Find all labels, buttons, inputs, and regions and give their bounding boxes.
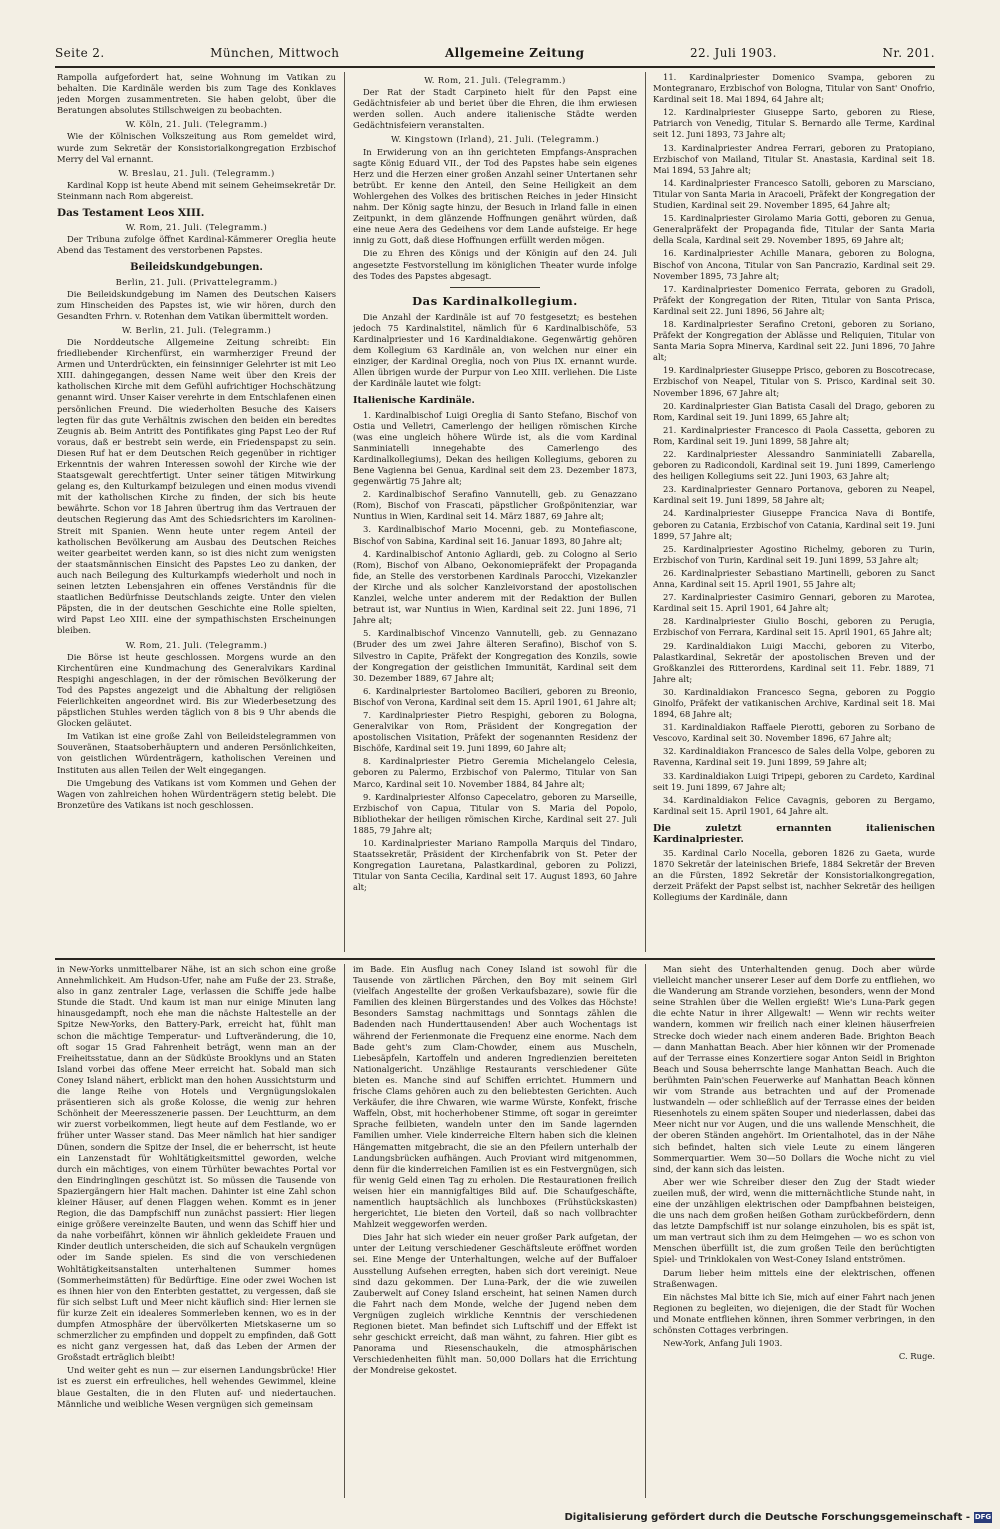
newspaper-page xyxy=(55,40,935,1500)
paragraph: Und weiter geht es nun — zur eisernen Landungsbrücke! Hier ist es zuerst ein erfreuliches, hell wehendes Gewimmel, kleine blaue Gestalten, die in den Fluten auf- und niedertauchen. Männliche und weibliche Wesen vergnügen sich gemeinsam xyxy=(57,1365,336,1409)
cardinal-entry: 1. Kardinalbischof Luigi Oreglia di Santo Stefano, Bischof von Ostia und Velletri, Camerlengo der heiligen römischen Kirche (was eine ungleich höhere Würde ist, als die vom Kardinal Sanminiatelli innegehabte des Camerlengo des Kardinalkollegiums), Dekan des heiligen Kollegiums, geboren zu Bene Vagienna bei Genua, Kardinal seit dem 23. Dezember 1873, gegenwärtig 75 Jahre alt; xyxy=(353,409,637,487)
paragraph: Die Norddeutsche Allgemeine Zeitung schreibt: Ein friedliebender Kirchenfürst, ein warmherziger Freund der Armen und Unterdrückten, ein feinsinniger Gelehrter ist mit Leo XIII. dahingegangen, dessen Name weit über den Kreis der katholischen Kirche mit dem Gefühl aufrichtiger Hochschätzung genannt wird. Unser Kaiser verehrte in dem Entschlafenen einen persönlichen Freund. Die wiederholten Besuche des Kaisers legten für das gute Verhältnis zwischen den beiden ein beredtes Zeugnis ab. Beim Antritt des Pontifikates ging Papst Leo der Ruf voraus, daß er bestrebt sein werde, ein Friedenspapst zu sein. Diesen Ruf hat er dem Deutschen Reich gegenüber in richtiger Erkenntnis der wahren Interessen sowohl der Kirche wie der Staatsgewalt gerechtfertigt. Unter seiner tätigen Mitwirkung gelang es, den Kulturkampf beizulegen und einen modus vivendi mit der katholischen Kirche zu finden, der sich bis heute bewährte. Schon vor 18 Jahren übertrug ihm das Vertrauen der deutschen Regierung das Amt des Schiedsrichters im Karolinen-Streit mit Spanien. Wenn heute unter regem Anteil der katholischen Bevölkerung am Ausbau des Deutschen Reiches weiter gearbeitet werden kann, so ist dies nicht zum wenigsten der staatsmännischen Einsicht des Papstes Leo zu danken, der auch nach Beilegung des Kulturkampfs wiederholt und noch in seinen letzten Lebensjahren ein offenes Verständnis für die staatlichen Bedürfnisse Deutschlands zeigte. Unter den vielen Päpsten, die in der deutschen Geschichte eine Rolle spielten, wird Papst Leo XIII. eine der sympathischsten Erscheinungen bleiben. xyxy=(57,336,336,636)
dateline: W. Kingstown (Irland), 21. Juli. (Telegramm.) xyxy=(390,134,600,145)
cardinal-entry: 18. Kardinalpriester Serafino Cretoni, geboren zu Soriano, Präfekt der Kongregation der Ablässe und Reliquien, Titular von Santa Maria Sopra Minerva, Kardinal seit 22. Juni 1896, 70 Jahre alt; xyxy=(653,318,935,363)
paragraph: Der Tribuna zufolge öffnet Kardinal-Kämmerer Oreglia heute Abend das Testament des verstorbenen Papstes. xyxy=(57,234,336,256)
paragraph: Kardinal Kopp ist heute Abend mit seinem Geheimsekretär Dr. Steinmann nach Rom abgereist. xyxy=(57,179,336,201)
paragraph: Aber wer wie Schreiber dieser den Zug der Stadt wieder zueilen muß, der wird, wenn die mitternächtliche Stunde naht, in eine der unzähligen elektrischen oder Dampfbahnen beisteigen, die uns nach dem großen heißen Gotham zurückbefördern, denn das letzte Dampfschiff ist nur solange einzuholen, bis es spät ist, um man vertraut sich ihm zu dem Heimgehen — wo es schon von Menschen überfüllt ist, die zum großen Teile den berüchtigten Spiel- und Trinklokalen von West-Coney Island entströmen. xyxy=(653,1176,935,1265)
cardinal-entry: 35. Kardinal Carlo Nocella, geboren 1826 zu Gaeta, wurde 1870 Sekretär der lateinischen Briefe, 1884 Sekretär der Breven an die Fürsten, 1892 Sekretär der Konsistorialkongregation, derzeit Präfekt der Papst selbst ist, nachher Sekretär des heiligen Kollegiums der Kardinäle, dann xyxy=(653,848,935,903)
page-header xyxy=(55,40,935,68)
cardinal-entry: 33. Kardinaldiakon Luigi Tripepi, geboren zu Cardeto, Kardinal seit 19. Juni 1899, 67 Jahre alt; xyxy=(653,770,935,792)
paragraph: Der Rat der Stadt Carpineto hielt für den Papst eine Gedächtnisfeier ab und beriet über die Ehren, die ihm erwiesen werden sollen. Auch andere italienische Städte werden Gedächtnisfeiern veranstalten. xyxy=(353,87,637,131)
issue-number: Nr. 201. xyxy=(882,46,935,60)
paragraph: Ein nächstes Mal bitte ich Sie, mich auf einer Fahrt nach jenen Regionen zu begleiten, wo diejenigen, die der Stadt für Wochen und Monate entfliehen können, ihren Sommer verbringen, in den schönsten Cottages verbringen. xyxy=(653,1291,935,1335)
cardinal-entry: 10. Kardinalpriester Mariano Rampolla Marquis del Tindaro, Staatssekretär, Präsident der Kirchenfabrik von St. Peter der Kongregation Lauretana, Palastkardinal, geboren zu Polizzi, Titular von Santa Cecilia, Kardinal seit 17. August 1893, 60 Jahre alt; xyxy=(353,838,637,893)
paragraph: Die Anzahl der Kardinäle ist auf 70 festgesetzt; es bestehen jedoch 75 Kardinalstitel, nämlich für 6 Kardinalbischöfe, 53 Kardinalpriester und 16 Kardinaldiakone. Gegenwärtig gehören dem Kollegium 63 Kardinäle an, von welchen nur einer ein einziger, der Kardinal Oreglia, noch von Pius IX. ernannt wurde. Allen übrigen wurde der Purpur von Leo XIII. verliehen. Die Liste der Kardinäle lautet wie folgt: xyxy=(353,311,637,389)
paragraph: Man sieht des Unterhaltenden genug. Doch aber würde vielleicht mancher unserer Leser auf dem Dorfe zu entfliehen, wo die Wanderung am Strande vorziehen, besonders, wenn der Mond seine Strahlen über die Wellen ergießt! Wie's Luna-Park gegen die echte Natur in ihrer Allgewalt! — Wenn wir rechts weiter wandern, kommen wir freilich nach einer kleinen häuserfreien Strecke doch wieder nach einem anderen Bade. Brighton Beach — dann Manhattan Beach. Aber hier können wir der Promenade auf der Terrasse eines Konzertiere sogar Anton Seidl in Brighton Beach und Sousa beherrschte lange Manhattan Beach. Auch die berühmten Pain'schen Feuerwerke auf Manhattan Beach können wir vom Strande aus betrachten und auf der Promenade lustwandeln — oder schließlich auf der Terrasse eines der beiden Riesenhotels zu einem späten Souper und niederlassen, dabei das Meer nicht nur vor Augen, und die uns wallende Menschheit, die der oberen Ständen angehört. Im Orientalhotel, das in der Nähe sich befindet, halten sich viele Leute zu einem längeren Sommerquartier. Wem 30—50 Dollars die Woche nicht zu viel sind, der kann sich das leisten. xyxy=(653,964,935,1174)
cardinal-entry: 15. Kardinalpriester Girolamo Maria Gotti, geboren zu Genua, Generalpräfekt der Propaganda fide, Titular der Santa Maria della Scala, Kardinal seit 29. November 1895, 69 Jahre alt; xyxy=(653,213,935,246)
paragraph: Im Vatikan ist eine große Zahl von Beileidstelegrammen von Souveränen, Staatsoberhäuptern und anderen Persönlichkeiten, von geistlichen Würdenträgern, katholischen Vereinen und Instituten aus allen Teilen der Welt eingegangen. xyxy=(57,731,336,775)
dateline: W. Rom, 21. Juli. (Telegramm.) xyxy=(125,639,268,650)
cardinal-entry: 32. Kardinaldiakon Francesco de Sales della Volpe, geboren zu Ravenna, Kardinal seit 19. Juni 1899, 59 Jahre alt; xyxy=(653,746,935,768)
paragraph: in New-Yorks unmittelbarer Nähe, ist an sich schon eine große Annehmlichkeit. Am Hudson-Ufer, nahe am Fuße der 23. Straße, also in ganz zentraler Lage, verlassen die Schiffe jede halbe Stunde die Stadt. Und kaum ist man nur einige Minuten lang hinausgedampft, noch ehe man die nächste Haltestelle an der Spitze New-Yorks, den Battery-Park, erreicht hat, fühlt man schon die mächtige Temperatur- und Luftveränderung, die 10, oft sogar 15 Grad Fahrenheit beträgt, wenn man an der Freiheitsstatue, dann an der Südküste Brooklyns und an Staten Island vorbei das offene Meer erreicht hat. Sobald man sich Coney Island nähert, erblickt man den hohen Aussichtsturm und die lange Reihe von Hotels und Vergnügungslokalen präsentieren sich als große Kolosse, die wenig zur hehren Schönheit der Meeresszenerie passen. Der Leuchtturm, an dem wir zuerst vorbeikommen, liegt heute auf dem Festlande, wo er früher unter Wasser stand. Das Meer nämlich hat hier sandiger Dünen, sondern die Spitze der Insel, die er beherrscht, ist heute ein Lanzenstadt für Wohltätigkeitsmittel geworden, welche durch ein mächtiges, von einem Türhüter bewachtes Portal vor den Eindringlingen geschützt ist. So müssen die Tausende von Spaziergängern hier Halt machen. Dahinter ist eine Zahl schon kleiner Häuser, auf denen Flaggen wehen. Kommt es in jener Region, die das Dampfschiff nun zunächst passiert: Hier liegen einige größere vereinzelte Bauten, und wenn das Schiff hier und da nahe vorbeifährt, können wir ähnlich gekleidete Frauen und Kinder deutlich unterscheiden, die sich auf Schaukeln vergnügen oder im Sande spielen. Es sind die von verschiedenen Wohltätigkeitsanstalten unterhaltenen Summer homes (Sommerheimstätten) für Bedürftige. Eine oder zwei Wochen ist es ihnen hier von den Enterbten gestattet, zu vergessen, daß sie für sich selbst Luft und Meer nicht käuflich sind: Hier lernen sie für kurze Zeit ein idealeres Sommerleben kennen, wo es in der dumpfen Atmosphäre der übervölkerten Mietskaserne um so schmerzlicher zu empfinden und doppelt zu empfinden, daß Gott es nicht ganz vergessen hat, daß das Leben der Armen der Großstadt erträglich bleibt! xyxy=(57,964,336,1363)
feuilleton-divider xyxy=(55,958,935,960)
subsection-heading: Italienische Kardinäle. xyxy=(353,395,475,407)
cardinal-entry: 30. Kardinaldiakon Francesco Segna, geboren zu Poggio Ginolfo, Präfekt der vatikanischen Archive, Kardinal seit 18. Mai 1894, 68 Jahre alt; xyxy=(653,686,935,720)
paragraph: Dies Jahr hat sich wieder ein neuer großer Park aufgetan, der unter der Leitung verschiedener Geschäftsleute eröffnet worden sei. Eine Menge der Unterhaltungen, welche auf der Buffaloer Ausstellung Aufsehen erregten, haben sich dort vereinigt. Neue sind dazu gekommen. Der Luna-Park, der die wie zuweilen Zauberwelt auf Coney Island erscheint, hat seinen Namen durch die Fahrt nach dem Monde, welche der Jugend neben dem Vergnügen zugleich wirkliche Kenntnis der verschiedenen Regionen bietet. Man befindet sich Luftschiff und der Effekt ist sehr geschickt erreicht, daß man wähnt, zu fahren. Hier gibt es Panorama und Riesenschaukeln, die atmosphärischen Verschiedenheiten fühlt man. 50,000 Dollars hat die Errichtung der Mondreise gekostet. xyxy=(353,1232,637,1376)
cardinal-entry: 17. Kardinalpriester Domenico Ferrata, geboren zu Gradoli, Präfekt der Kongregation der Riten, Titular von Santa Prisca, Kardinal seit 22. Juni 1896, 56 Jahre alt; xyxy=(653,283,935,316)
cardinal-entry: 20. Kardinalpriester Gian Batista Casali del Drago, geboren zu Rom, Kardinal seit 19. Juni 1899, 65 Jahre alt; xyxy=(653,400,935,422)
cardinal-entry: 27. Kardinalpriester Casimiro Gennari, geboren zu Marotea, Kardinal seit 15. April 1901, 64 Jahre alt; xyxy=(653,592,935,614)
newspaper-title: Allgemeine Zeitung xyxy=(444,46,585,60)
section-heading: Das Testament Leos XIII. xyxy=(57,207,205,220)
dateline: New-York, Anfang Juli 1903. xyxy=(663,1338,783,1349)
issue-date: 22. Juli 1903. xyxy=(689,46,777,60)
author-signature: C. Ruge. xyxy=(898,1351,935,1362)
place-day: München, Mittwoch xyxy=(210,46,340,60)
column-3 xyxy=(653,72,935,952)
cardinal-entry: 11. Kardinalpriester Domenico Svampa, geboren zu Montegranaro, Erzbischof von Bologna, Titular von Sant' Onofrio, Kardinal seit 18. Mai 1894, 64 Jahre alt; xyxy=(653,72,935,105)
column-1 xyxy=(57,72,336,952)
feuilleton-column-1 xyxy=(57,964,336,1498)
dateline: Berlin, 21. Juli. (Privattelegramm.) xyxy=(115,276,278,287)
section-heading: Beileidskundgebungen. xyxy=(130,262,263,274)
dateline: W. Breslau, 21. Juli. (Telegramm.) xyxy=(118,167,275,178)
cardinal-entry: 19. Kardinalpriester Giuseppe Prisco, geboren zu Boscotrecase, Erzbischof von Neapel, Titular von S. Prisco, Kardinal seit 30. November 1896, 67 Jahre alt; xyxy=(653,365,935,398)
cardinal-entry: 23. Kardinalpriester Gennaro Portanova, geboren zu Neapel, Kardinal seit 19. Juni 1899, 58 Jahre alt; xyxy=(653,484,935,506)
cardinal-entry: 4. Kardinalbischof Antonio Agliardi, geb. zu Cologno al Serio (Rom), Bischof von Albano, Oekonomiepräfekt der Propaganda fide, an Stelle des verstorbenen Kardinals Parocchi, Vizekanzler der Kirche und als solcher Kanzleivorstand der apostolischen Kanzlei, welche unter anderem mit der Redaktion der Bullen betraut ist, war Nuntius in Wien, Kardinal seit 22. Juni 1896, 71 Jahre alt; xyxy=(353,548,637,626)
dateline: W. Köln, 21. Juli. (Telegramm.) xyxy=(125,119,268,130)
dfg-logo-icon: DFG xyxy=(974,1513,992,1521)
dateline: W. Berlin, 21. Juli. (Telegramm.) xyxy=(121,324,272,335)
cardinal-entry: 34. Kardinaldiakon Felice Cavagnis, geboren zu Bergamo, Kardinal seit 15. April 1901, 64 Jahre alt. xyxy=(653,794,935,816)
cardinal-entry: 12. Kardinalpriester Giuseppe Sarto, geboren zu Riese, Patriarch von Venedig, Titular S. Bernardo alle Terme, Kardinal seit 12. Juni 1893, 73 Jahre alt; xyxy=(653,107,935,140)
paragraph: Die Beileidskundgebung im Namen des Deutschen Kaisers zum Hinscheiden des Papstes ist, wie wir hören, durch den Gesandten Frhrn. v. Rotenhan dem Vatikan übermittelt worden. xyxy=(57,288,336,321)
cardinal-entry: 3. Kardinalbischof Mario Mocenni, geb. zu Montefiascone, Bischof von Sabina, Kardinal seit 16. Januar 1893, 80 Jahre alt; xyxy=(353,524,637,546)
cardinal-entry: 16. Kardinalpriester Achille Manara, geboren zu Bologna, Bischof von Ancona, Titular von San Pancrazio, Kardinal seit 29. November 1895, 73 Jahre alt; xyxy=(653,248,935,281)
paragraph: Die Börse ist heute geschlossen. Morgens wurde an den Kirchentüren eine Kundmachung des Generalvikars Kardinal Respighi angeschlagen, in der der römischen Bevölkerung der Tod des Papstes angezeigt und die Abhaltung der religiösen Feierlichkeiten angeordnet wird. Bis zur Wiederbesetzung des päpstlichen Stuhles werden täglich von 8 bis 9 Uhr abends die Glocken geläutet. xyxy=(57,651,336,729)
cardinal-entry: 7. Kardinalpriester Pietro Respighi, geboren zu Bologna, Generalvikar von Rom, Präsident der Kongregation der apostolischen Visitation, Präfekt der sogenannten Residenz der Bischöfe, Kardinal seit 19. Juni 1899, 60 Jahre alt; xyxy=(353,709,637,754)
paragraph: Wie der Kölnischen Volkszeitung aus Rom gemeldet wird, wurde zum Sekretär der Konsistorialkongregation Erzbischof Merry del Val ernannt. xyxy=(57,131,336,164)
cardinal-entry: 22. Kardinalpriester Alessandro Sanminiatelli Zabarella, geboren zu Radicondoli, Kardinal seit 19. Juni 1899, Camerlengo des heiligen Kollegiums seit 22. Juni 1903, 63 Jahre alt; xyxy=(653,449,935,482)
page-number: Seite 2. xyxy=(55,46,105,60)
cardinal-entry: 8. Kardinalpriester Pietro Geremia Michelangelo Celesia, geboren zu Palermo, Erzbischof von Palermo, Titular von San Marco, Kardinal seit 10. November 1884, 84 Jahre alt; xyxy=(353,756,637,789)
paragraph: Die Umgebung des Vatikans ist vom Kommen und Gehen der Wagen von zahlreichen hohen Würdenträgern stetig belebt. Die Bronzetüre des Vatikans ist noch geschlossen. xyxy=(57,777,336,810)
feuilleton-columns xyxy=(55,964,935,1498)
cardinal-entry: 28. Kardinalpriester Giulio Boschi, geboren zu Perugia, Erzbischof von Ferrara, Kardinal seit 15. April 1901, 65 Jahre alt; xyxy=(653,616,935,638)
cardinal-entry: 2. Kardinalbischof Serafino Vannutelli, geb. zu Genazzano (Rom), Bischof von Frascati, päpstlicher Großpönitenziar, war Nuntius in Wien, Kardinal seit 14. März 1887, 69 Jahre alt; xyxy=(353,489,637,522)
cardinal-entry: 21. Kardinalpriester Francesco di Paola Cassetta, geboren zu Rom, Kardinal seit 19. Juni 1899, 58 Jahre alt; xyxy=(653,424,935,446)
digitization-footer xyxy=(564,1512,992,1523)
cardinal-entry: 14. Kardinalpriester Francesco Satolli, geboren zu Marsciano, Titular von Santa Maria in Aracoeli, Präfekt der Kongregation der Studien, Kardinal seit 29. November 1895, 64 Jahre alt; xyxy=(653,177,935,211)
paragraph: In Erwiderung von an ihn gerichteten Empfangs-Ansprachen sagte König Eduard VII., der Tod des Papstes habe sein eigenes Herz und die Herzen einer großen Anzahl seiner Untertanen sehr betrübt. Er kenne den Anteil, den Seine Heiligkeit an dem Wohlergehen des Volkes des britischen Reiches in jeder Hinsicht nahm. Der König sagte hinzu, der Besuch in Irland falle in einen Zeitpunkt, in dem glänzende Hoffnungen genährt würden, daß eine neue Aera des Gedeihens vor dem Lande aufsteige. Er hege innig zu Gott, daß diese Hoffnungen erfüllt werden mögen. xyxy=(353,146,637,246)
cardinal-entry: 29. Kardinaldiakon Luigi Macchi, geboren zu Viterbo, Palastkardinal, Sekretär der apostolischen Breven und der Großkanzlei des Ritterordens, Kardinal seit 11. Febr. 1889, 71 Jahre alt; xyxy=(653,640,935,684)
subsection-heading: Die zuletzt ernannten italienischen Kardinalpriester. xyxy=(653,822,935,845)
cardinal-entry: 31. Kardinaldiakon Raffaele Pierotti, geboren zu Sorbano de Vescovo, Kardinal seit 30. November 1896, 67 Jahre alt; xyxy=(653,722,935,744)
column-2 xyxy=(353,72,637,952)
paragraph: Darum lieber heim mittels eine der elektrischen, offenen Straßenwagen. xyxy=(653,1267,935,1289)
cardinal-entry: 24. Kardinalpriester Giuseppe Francica Nava di Bontife, geboren zu Catania, Erzbischof von Catania, Kardinal seit 19. Juni 1899, 57 Jahre alt; xyxy=(653,508,935,541)
cardinal-entry: 9. Kardinalpriester Alfonso Capecelatro, geboren zu Marseille, Erzbischof von Capua, Titular von S. Maria del Popolo, Bibliothekar der heiligen römischen Kirche, Kardinal seit 27. Juli 1885, 79 Jahre alt; xyxy=(353,791,637,835)
feuilleton-column-3 xyxy=(653,964,935,1498)
cardinal-entry: 6. Kardinalpriester Bartolomeo Bacilieri, geboren zu Breonio, Bischof von Verona, Kardinal seit dem 15. April 1901, 61 Jahre alt; xyxy=(353,685,637,707)
cardinal-entry: 26. Kardinalpriester Sebastiano Martinelli, geboren zu Sanct Anna, Kardinal seit 15. April 1901, 55 Jahre alt; xyxy=(653,567,935,590)
paragraph: Die zu Ehren des Königs und der Königin auf den 24. Juli angesetzte Festvorstellung im königlichen Theater wurde infolge des Todes des Papstes abgesagt. xyxy=(353,248,637,281)
section-heading: Das Kardinalkollegium. xyxy=(412,293,578,308)
cardinal-entry: 13. Kardinalpriester Andrea Ferrari, geboren zu Pratopiano, Erzbischof von Mailand, Titular St. Anastasia, Kardinal seit 18. Mai 1894, 53 Jahre alt; xyxy=(653,142,935,175)
paragraph: Rampolla aufgefordert hat, seine Wohnung im Vatikan zu behalten. Die Kardinäle werden bis zum Tage des Konklaves jeden Morgen zusammentreten. Sie haben gelobt, über die Beratungen absolutes Stillschweigen zu beobachten. xyxy=(57,72,336,116)
separator-rule xyxy=(450,287,540,288)
dateline: W. Rom, 21. Juli. (Telegramm.) xyxy=(424,75,566,85)
footer-text: Digitalisierung gefördert durch die Deutsche Forschungsgemeinschaft - xyxy=(564,1512,970,1523)
cardinal-entry: 5. Kardinalbischof Vincenzo Vannutelli, geb. zu Gennazano (Bruder des um zwei Jahre älteren Serafino), Bischof von S. Silvestro in Capite, Präfekt der Kongregation des Konzils, sowie der Kongregation der geistlichen Immunität, Kardinal seit dem 30. Dezember 1889, 67 Jahre alt; xyxy=(353,628,637,683)
news-columns xyxy=(55,72,935,952)
paragraph: im Bade. Ein Ausflug nach Coney Island ist sowohl für die Tausende von zärtlichen Pärchen, den Boy mit seinem Girl (vielfach Angestellte der großen Verkaufsbazare), sowie für die Familien des kleinen Bürgerstandes und des Volkes das Höchste! Besonders Samstag nachmittags und Sonntags zählen die Badenden nach Hunderttausenden! Aber auch Wochentags ist während der Ferienmonate die Frequenz eine enorme. Nach dem Bade geht's zum Clam-Chowder, einem aus Muscheln, Liebesäpfeln, Kartoffeln und anderen Ingredienzien bereiteten Nationalgericht. Unzählige Restaurants verschiedener Güte bieten es. Manche sind auf Schiffen errichtet. Hummern und frische Clams gehören auch zu den beliebtesten Gerichten. Auch Verkäufer, die ihre Chwaren, wie warme Würste, Konfekt, frische Waffeln, Obst, mit hocherhobener Stimme, oft sogar in gereimter Sprache feilbieten, wandeln unter den im Sande lagernden Familien umher. Viele kinderreiche Eltern haben sich die kleinen Hängematten mitgebracht, die sie an den Pfeilern unterhalb der Landungsbrücken aufhängen. Auch Proviant wird mitgenommen, denn für die kinderreichen Familien ist es ein Festvergnügen, sich für wenig Geld einen Tag zu erholen. Die Restaurationen freilich weisen hier ein mannigfaltiges Bild auf. Die Schaufgeschäfte, namentlich hauptsächlich als lunchboxes (Frühstückskasten) hergerichtet, Lie bieten den Vorteil, daß so nach vollbrachter Mahlzeit weggeworfen werden. xyxy=(353,964,637,1230)
dateline: W. Rom, 21. Juli. (Telegramm.) xyxy=(125,222,268,233)
cardinal-entry: 25. Kardinalpriester Agostino Richelmy, geboren zu Turin, Erzbischof von Turin, Kardinal seit 19. Juni 1899, 53 Jahre alt; xyxy=(653,543,935,565)
feuilleton-column-2 xyxy=(353,964,637,1498)
